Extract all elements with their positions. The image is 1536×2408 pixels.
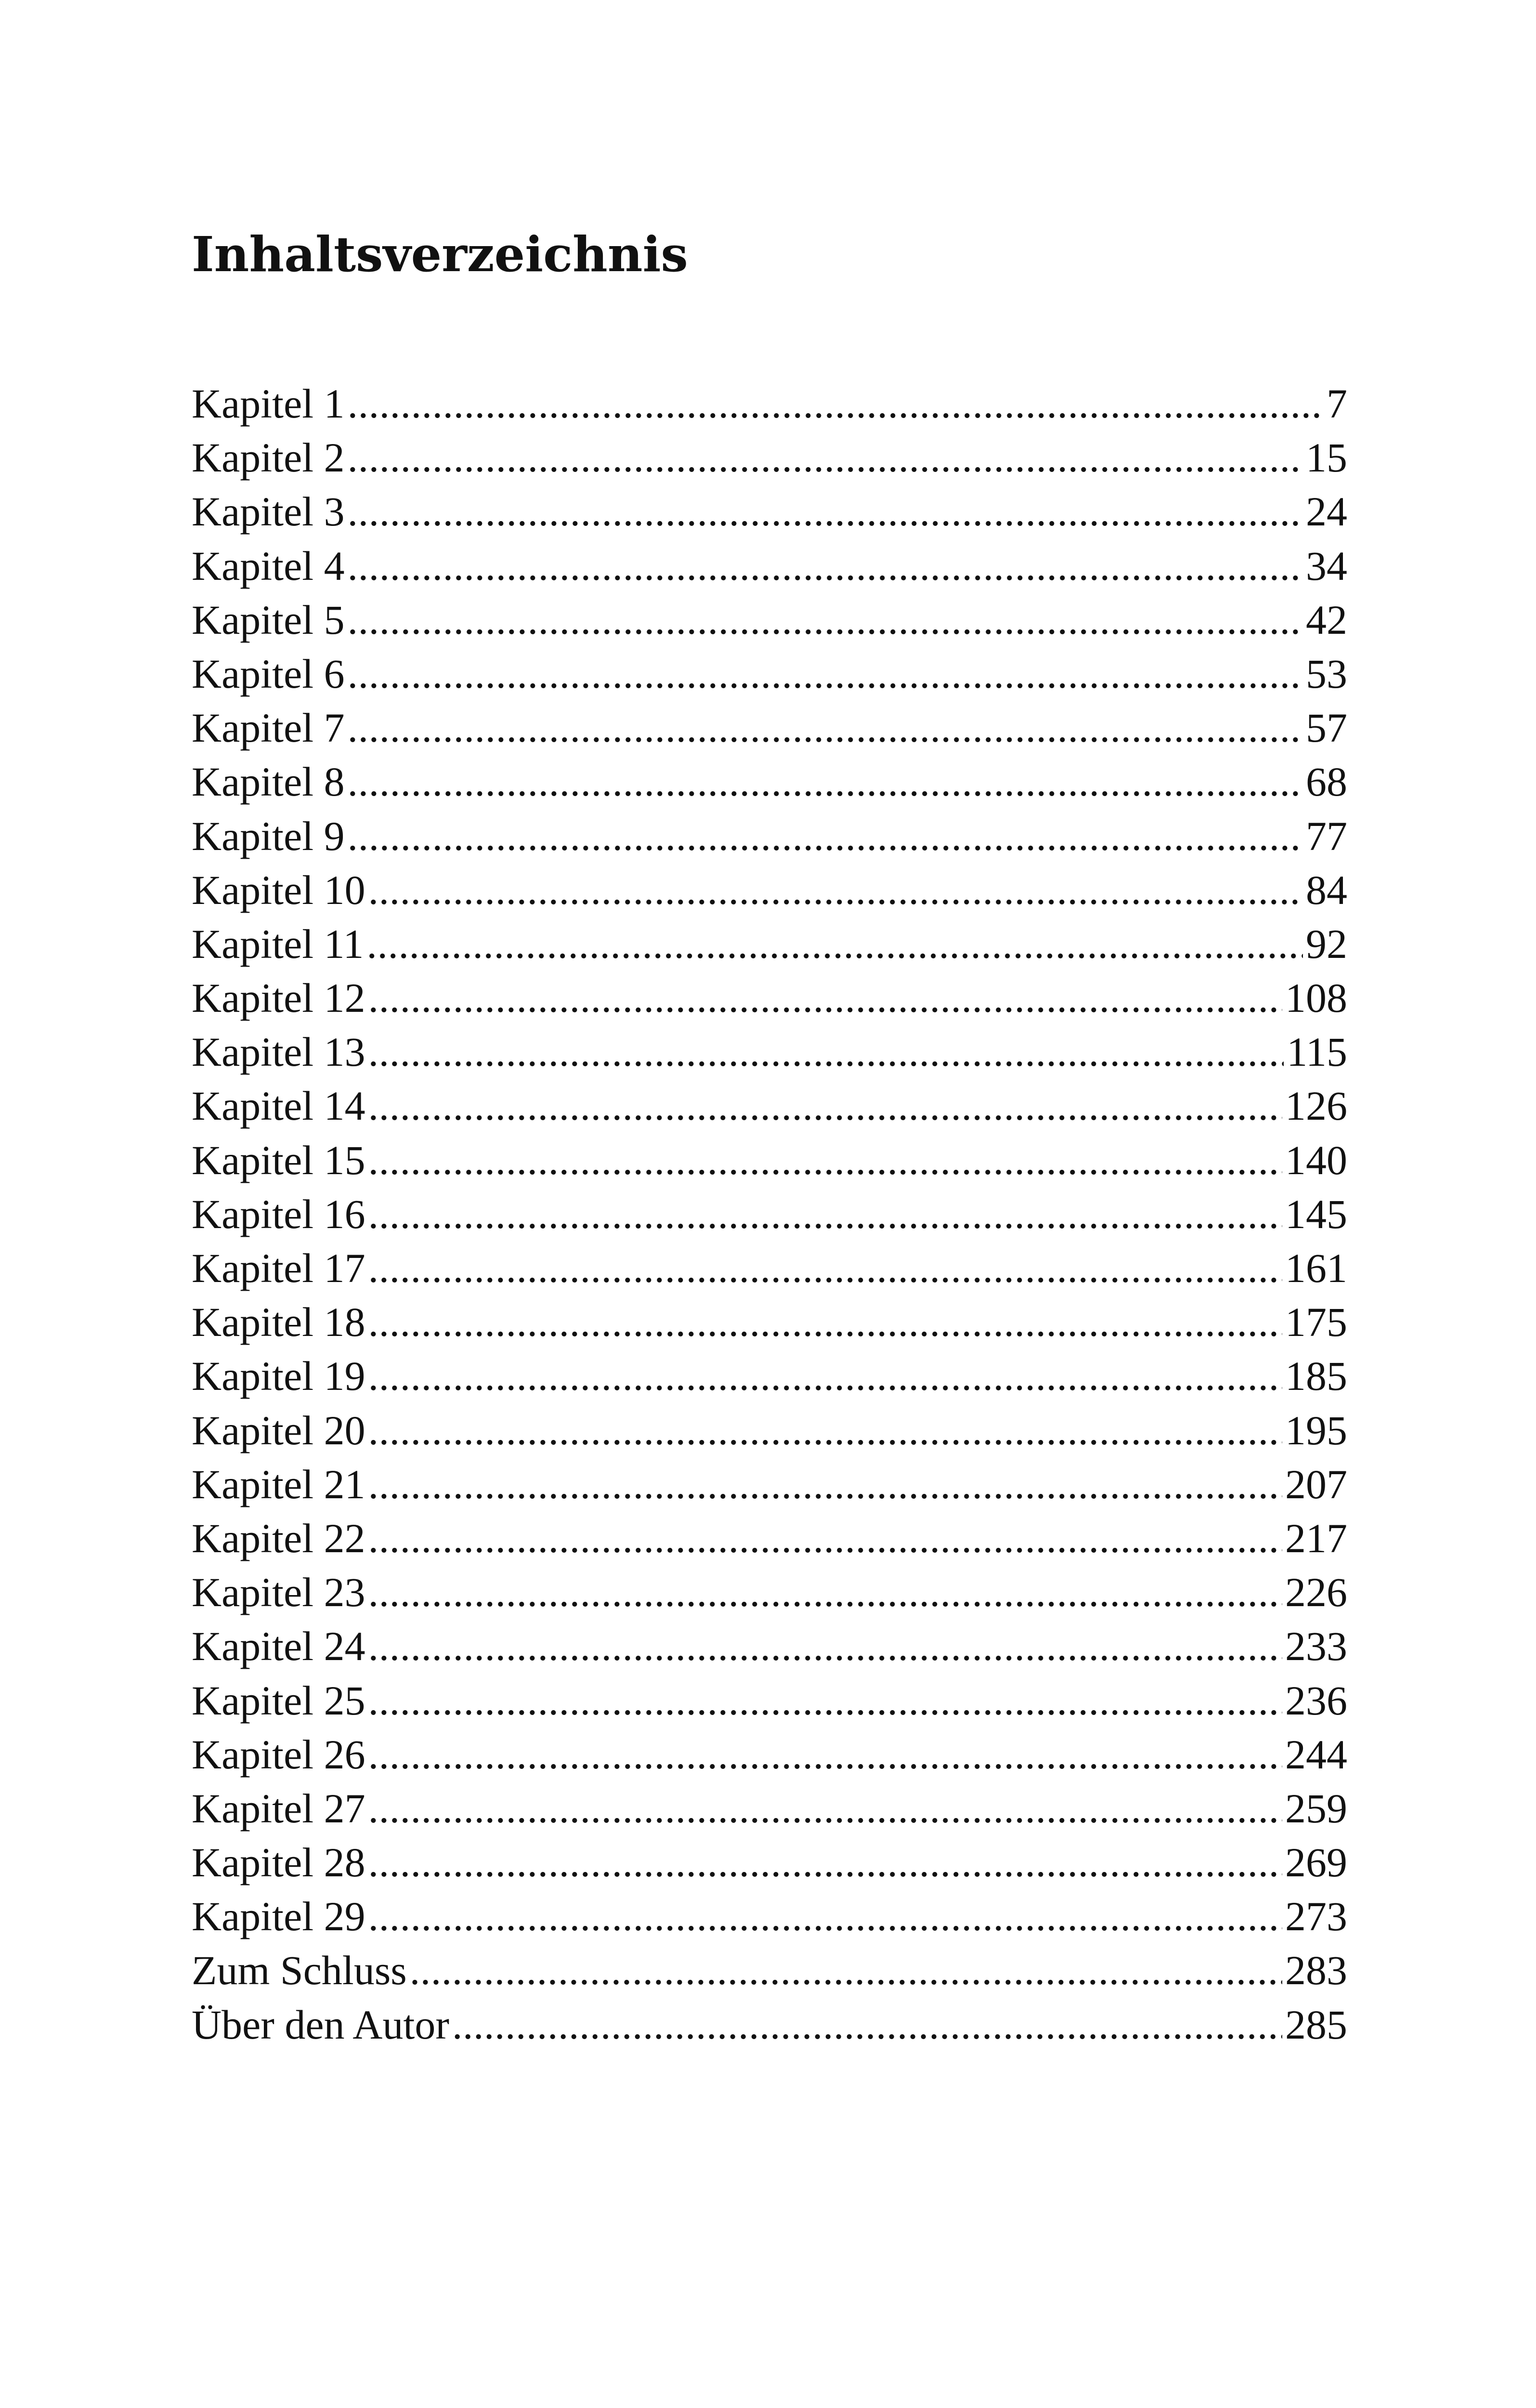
toc-entry-page-number: 217 <box>1285 1515 1347 1561</box>
dot-leader <box>368 1295 1282 1349</box>
toc-entry <box>192 539 1347 593</box>
toc-entry-label: Kapitel 27 <box>192 1785 365 1832</box>
toc-entry-page-number: 7 <box>1327 380 1347 427</box>
toc-entry-label: Kapitel 4 <box>192 542 345 589</box>
dot-leader <box>368 1403 1282 1457</box>
toc-entry-page-number: 108 <box>1285 975 1347 1021</box>
toc-entry-page-number: 53 <box>1306 650 1347 697</box>
dot-leader <box>368 863 1303 917</box>
dot-leader <box>368 1349 1282 1403</box>
dot-leader <box>452 1998 1282 2052</box>
toc-entry-page-number: 84 <box>1306 866 1347 913</box>
toc-entry-label: Kapitel 16 <box>192 1191 365 1237</box>
toc-entry <box>192 1457 1347 1511</box>
dot-leader <box>368 1079 1282 1133</box>
toc-entry-label: Kapitel 10 <box>192 866 365 913</box>
dot-leader <box>348 647 1303 701</box>
toc-entry <box>192 1998 1347 2052</box>
toc-entry <box>192 1889 1347 1943</box>
toc-entry-label: Kapitel 18 <box>192 1299 365 1346</box>
toc-entry-label: Kapitel 1 <box>192 380 345 427</box>
toc-entry <box>192 431 1347 484</box>
dot-leader <box>368 1187 1282 1241</box>
dot-leader <box>368 1889 1282 1943</box>
dot-leader <box>368 1674 1282 1727</box>
toc-entry-label: Kapitel 5 <box>192 596 345 643</box>
toc-entry-label: Kapitel 2 <box>192 434 345 481</box>
dot-leader <box>348 377 1324 431</box>
dot-leader <box>368 1025 1284 1079</box>
toc-entry-label: Kapitel 13 <box>192 1029 365 1075</box>
toc-entry-page-number: 244 <box>1285 1731 1347 1778</box>
dot-leader <box>348 431 1303 484</box>
toc-entry-label: Kapitel 11 <box>192 920 364 967</box>
toc-entry-page-number: 185 <box>1285 1353 1347 1400</box>
dot-leader <box>368 1835 1282 1889</box>
toc-entry-page-number: 259 <box>1285 1785 1347 1832</box>
dot-leader <box>368 1619 1282 1673</box>
toc-entry-page-number: 140 <box>1285 1137 1347 1183</box>
toc-entry-page-number: 273 <box>1285 1893 1347 1940</box>
toc-entry-page-number: 24 <box>1306 488 1347 535</box>
toc-entry-label: Kapitel 3 <box>192 488 345 535</box>
toc-entry-label: Kapitel 6 <box>192 650 345 697</box>
toc-entry-label: Kapitel 8 <box>192 759 345 805</box>
toc-entry-label: Kapitel 9 <box>192 812 345 859</box>
dot-leader <box>368 1727 1282 1781</box>
toc-entry <box>192 1835 1347 1889</box>
toc-entry <box>192 917 1347 971</box>
toc-entry <box>192 1619 1347 1673</box>
dot-leader <box>368 1511 1282 1565</box>
toc-entry-page-number: 175 <box>1285 1299 1347 1346</box>
dot-leader <box>348 755 1303 809</box>
toc-entry <box>192 1943 1347 1997</box>
toc-entry <box>192 1349 1347 1403</box>
toc-entry <box>192 1565 1347 1619</box>
toc-entry-label: Kapitel 21 <box>192 1461 365 1507</box>
toc-entry-page-number: 236 <box>1285 1677 1347 1724</box>
toc-entry-page-number: 207 <box>1285 1461 1347 1507</box>
toc-entry-label: Zum Schluss <box>192 1947 407 1994</box>
toc-entry-label: Kapitel 24 <box>192 1623 365 1670</box>
toc-entry <box>192 1133 1347 1187</box>
toc-entry-page-number: 115 <box>1287 1029 1347 1075</box>
toc-entry-label: Kapitel 29 <box>192 1893 365 1940</box>
toc-entry-page-number: 34 <box>1306 542 1347 589</box>
dot-leader <box>368 971 1282 1025</box>
toc-entry-label: Kapitel 12 <box>192 975 365 1021</box>
toc-entry <box>192 1674 1347 1727</box>
dot-leader <box>366 917 1303 971</box>
dot-leader <box>348 809 1303 863</box>
toc-entry-label: Kapitel 22 <box>192 1515 365 1561</box>
dot-leader <box>410 1943 1282 1997</box>
toc-entry <box>192 755 1347 809</box>
toc-entry-page-number: 92 <box>1306 920 1347 967</box>
toc-entry-page-number: 57 <box>1306 705 1347 751</box>
toc-entry-page-number: 145 <box>1285 1191 1347 1237</box>
dot-leader <box>368 1241 1282 1295</box>
dot-leader <box>348 593 1303 647</box>
toc-entry <box>192 647 1347 701</box>
toc-entry-label: Kapitel 28 <box>192 1839 365 1886</box>
toc-entry <box>192 1241 1347 1295</box>
toc-entry-page-number: 68 <box>1306 759 1347 805</box>
dot-leader <box>348 484 1303 538</box>
toc-entry-label: Kapitel 19 <box>192 1353 365 1400</box>
dot-leader <box>368 1565 1282 1619</box>
toc-entry <box>192 377 1347 431</box>
toc-entry-page-number: 161 <box>1285 1245 1347 1291</box>
toc-entry-page-number: 269 <box>1285 1839 1347 1886</box>
toc-entry-label: Kapitel 17 <box>192 1245 365 1291</box>
toc-entry <box>192 1025 1347 1079</box>
dot-leader <box>368 1457 1282 1511</box>
toc-entry <box>192 1727 1347 1781</box>
toc-entry-label: Kapitel 23 <box>192 1569 365 1616</box>
dot-leader <box>368 1781 1282 1835</box>
toc-entry-page-number: 283 <box>1285 1947 1347 1994</box>
table-of-contents <box>192 377 1347 2052</box>
dot-leader <box>348 539 1303 593</box>
toc-entry-label: Über den Autor <box>192 2001 449 2048</box>
toc-entry <box>192 809 1347 863</box>
page-title: Inhaltsverzeichnis <box>192 226 688 283</box>
toc-entry <box>192 701 1347 755</box>
toc-entry <box>192 484 1347 538</box>
toc-entry-label: Kapitel 26 <box>192 1731 365 1778</box>
toc-entry-label: Kapitel 20 <box>192 1407 365 1453</box>
toc-entry-page-number: 15 <box>1306 434 1347 481</box>
toc-entry-page-number: 195 <box>1285 1407 1347 1453</box>
toc-entry <box>192 1079 1347 1133</box>
dot-leader <box>368 1133 1282 1187</box>
toc-entry <box>192 1295 1347 1349</box>
toc-entry <box>192 863 1347 917</box>
toc-entry <box>192 1187 1347 1241</box>
toc-entry <box>192 1781 1347 1835</box>
toc-entry-page-number: 42 <box>1306 596 1347 643</box>
toc-entry-label: Kapitel 7 <box>192 705 345 751</box>
toc-entry-label: Kapitel 14 <box>192 1083 365 1129</box>
toc-entry-page-number: 226 <box>1285 1569 1347 1616</box>
toc-entry <box>192 1511 1347 1565</box>
toc-entry <box>192 1403 1347 1457</box>
toc-entry-page-number: 233 <box>1285 1623 1347 1670</box>
toc-entry-page-number: 285 <box>1285 2001 1347 2048</box>
toc-entry-page-number: 77 <box>1306 812 1347 859</box>
toc-entry <box>192 971 1347 1025</box>
toc-entry <box>192 593 1347 647</box>
toc-entry-label: Kapitel 25 <box>192 1677 365 1724</box>
dot-leader <box>348 701 1303 755</box>
toc-entry-page-number: 126 <box>1285 1083 1347 1129</box>
toc-entry-label: Kapitel 15 <box>192 1137 365 1183</box>
